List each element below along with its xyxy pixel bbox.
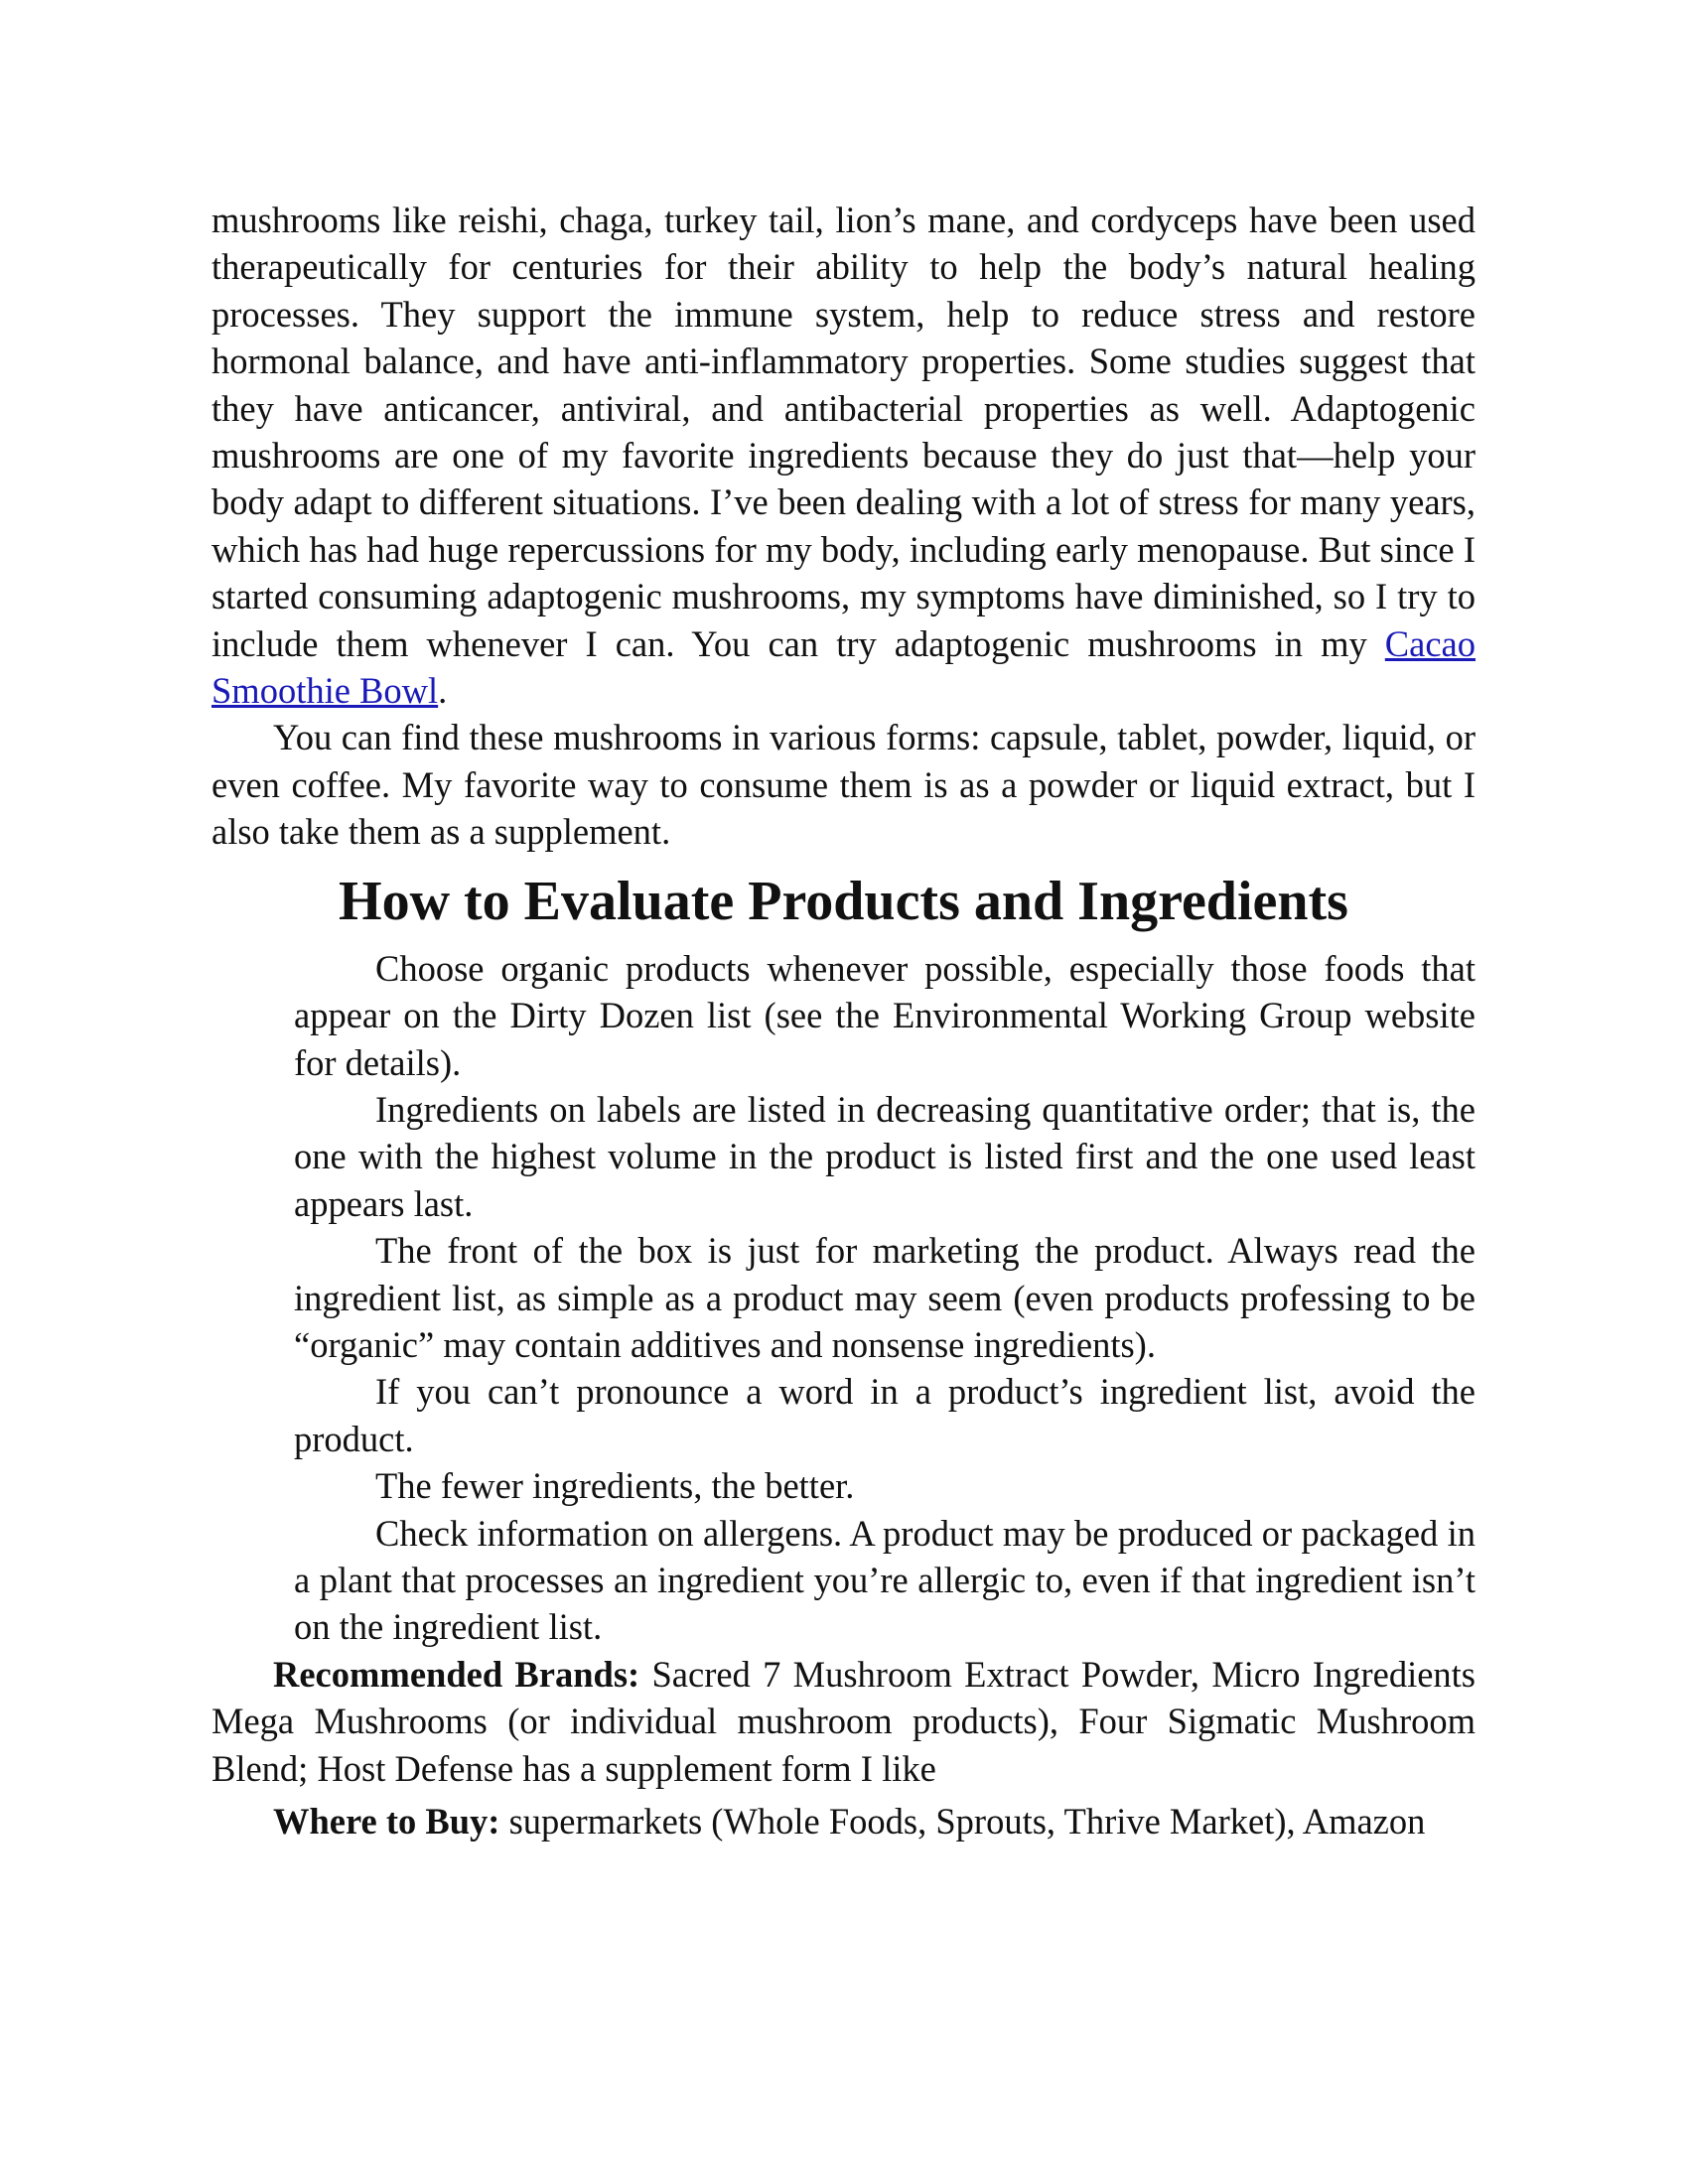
recommended-brands-text: Sacred 7 Mushroom Extract Powder, Micro Ingredients Mega Mushrooms (or individual mushroom products), Four Sigmatic Mushroom Blend; Host Defense has a supplement form I like <box>211 1653 1477 1789</box>
where-to-buy-label: Where to Buy: <box>273 1801 500 1842</box>
recommended-brands <box>211 1651 1476 1792</box>
tip-item: Ingredients on labels are listed in decreasing quantitative order; that is, the one with the highest volume in the product is listed first and the one used least appears last. <box>294 1088 1476 1224</box>
tip-item: Check information on allergens. A product may be produced or packaged in a plant that processes an ingredient you’re allergic to, even if that ingredient isn’t on the ingredient list. <box>294 1512 1476 1648</box>
intro-paragraph-1 <box>211 197 1476 714</box>
section-heading: How to Evaluate Products and Ingredients <box>339 870 1348 932</box>
intro-paragraph-1-text: mushrooms like reishi, chaga, turkey tail, lion’s mane, and cordyceps have been used therapeutically for centuries for their ability to help the body’s natural healing processes. They support the immune system, help to reduce stress and restore hormonal balance, and have anti-inflammatory properties. Some studies suggest that they have anticancer, antiviral, and antibacterial properties as well. Adaptogenic mushrooms are one of my favorite ingredients because they do just that—help your body adapt to different situations. I’ve been dealing with a lot of stress for many years, which has had huge repercussions for my body, including early menopause. But since I started consuming adaptogenic mushrooms, my symptoms have diminished, so I try to include them whenever I can. You can try adaptogenic mushrooms in my <box>211 200 1476 664</box>
tip-item: Choose organic products whenever possible, especially those foods that appear on the Dirty Dozen list (see the Environmental Working Group website for details). <box>294 947 1476 1083</box>
page-content <box>211 197 1476 1844</box>
where-to-buy <box>211 1798 1476 1844</box>
intro-paragraph-1-end: . <box>438 670 448 712</box>
where-to-buy-text: supermarkets (Whole Foods, Sprouts, Thrive Market), Amazon <box>499 1801 1426 1842</box>
evaluation-tips-list <box>294 945 1476 1651</box>
tip-item: The fewer ingredients, the better. <box>375 1465 855 1507</box>
intro-paragraph-2: You can find these mushrooms in various forms: capsule, tablet, powder, liquid, or even coffee. My favorite way to consume them is as a powder or liquid extract, but I also take them as a supplement. <box>211 717 1476 853</box>
cacao-smoothie-bowl-link[interactable]: Cacao Smoothie Bowl <box>211 622 1476 712</box>
recommended-brands-label: Recommended Brands: <box>273 1653 640 1695</box>
tip-item: If you can’t pronounce a word in a product’s ingredient list, avoid the product. <box>294 1371 1476 1459</box>
tip-item: The front of the box is just for marketing the product. Always read the ingredient list, as simple as a product may seem (even products professing to be “organic” may contain additives and nonsense ingredients). <box>294 1230 1476 1365</box>
